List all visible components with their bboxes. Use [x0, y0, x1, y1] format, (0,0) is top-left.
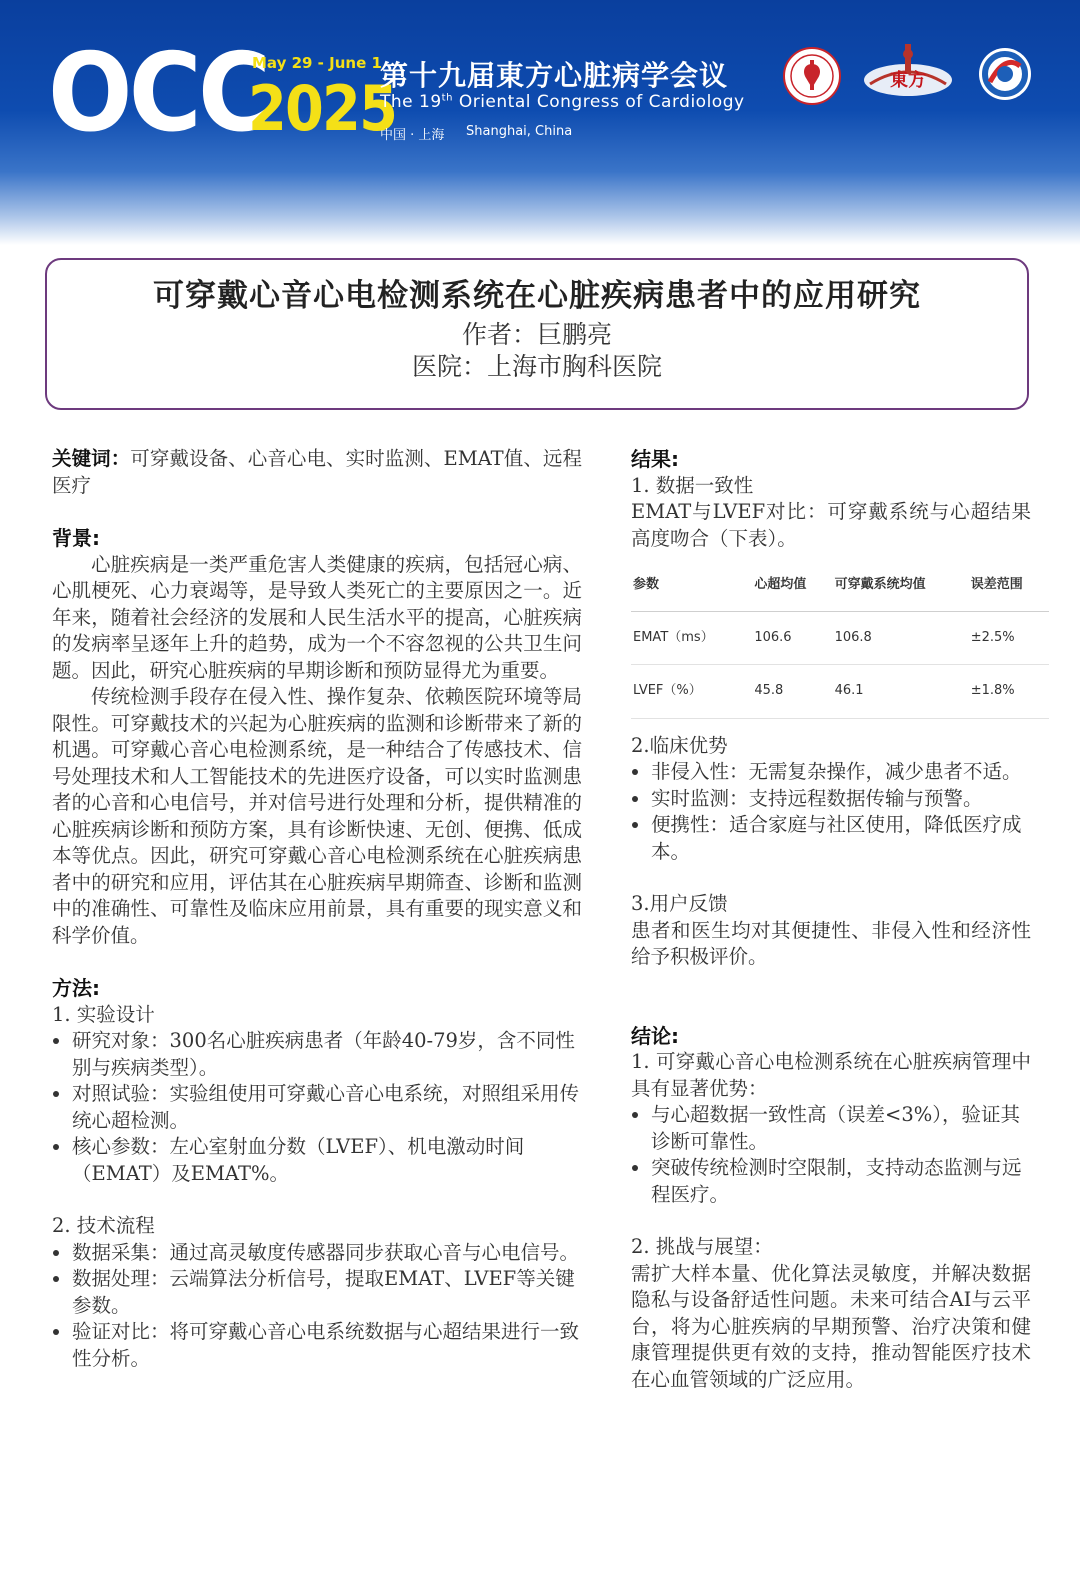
list-item: • 便携性：适合家庭与社区使用，降低医疗成本。 — [651, 812, 1031, 865]
table-cell: EMAT（ms） — [631, 611, 752, 665]
results-intro: EMAT与LVEF对比：可穿戴系统与心超结果高度吻合（下表）。 — [631, 500, 1031, 550]
keywords — [52, 446, 582, 499]
conference-dates: May 29 - June 1 — [252, 54, 382, 72]
table-header: 参数 — [631, 560, 752, 611]
results-subheading-consistency: 1. 数据一致性 — [631, 473, 754, 497]
conclusion-subheading-advantages: 1. 可穿戴心音心电检测系统在心脏疾病管理中具有显著优势： — [631, 1050, 1031, 1100]
table-cell: 106.6 — [752, 611, 832, 665]
list-item: • 核心参数：左心室射血分数（LVEF）、机电激动时间（EMAT）及EMAT%。 — [72, 1134, 582, 1187]
table-row — [631, 611, 1049, 665]
list-item: • 非侵入性：无需复杂操作，减少患者不适。 — [651, 759, 1031, 786]
list-item: • 实时监测：支持远程数据传输与预警。 — [651, 786, 1031, 813]
keywords-label: 关键词： — [52, 447, 131, 470]
results-table — [631, 560, 1049, 719]
table-cell: ±2.5% — [969, 611, 1049, 665]
list-item: • 与心超数据一致性高（误差<3%），验证其诊断可靠性。 — [651, 1102, 1031, 1155]
heart-ring-logo-icon — [976, 44, 1034, 104]
background-paragraph-2: 传统检测手段存在侵入性、操作复杂、依赖医院环境等局限性。可穿戴技术的兴起为心脏疾病的监测和诊断带来了新的机遇。可穿戴心音心电检测系统，是一种结合了传感技术、信号处理技术和人工智能技术的先进医疗设备，可以实时监测患者的心音和心电信号，并对信号进行处理和分析，提供精准的心脏疾病诊断和预防方案，具有诊断快速、无创、便携、低成本等优点。因此，研究可穿戴心音心电检测系统在心脏疾病患者中的研究和应用，评估其在心脏疾病早期筛查、诊断和监测中的准确性、可靠性及临床应用前景，具有重要的现实意义和科学价值。 — [52, 685, 582, 947]
background-heading: 背景: — [52, 526, 100, 550]
results-advantages-list — [631, 759, 1031, 865]
location-en: Shanghai, China — [466, 124, 573, 139]
methods-design-list — [52, 1028, 582, 1187]
location-cn: 中国 · 上海 — [380, 128, 445, 143]
table-row — [631, 665, 1049, 719]
table-cell: 106.8 — [833, 611, 969, 665]
conclusion-heading: 结论: — [631, 1023, 679, 1048]
table-cell: LVEF（%） — [631, 665, 752, 719]
conclusion-outlook: 需扩大样本量、优化算法灵敏度，并解决数据隐私与设备舒适性问题。未来可结合AI与云平台，将为心脏疾病的早期预警、治疗决策和健康管理提供更有效的支持，推动智能医疗技术在心血管领域的广泛应用。 — [631, 1261, 1031, 1391]
right-column — [631, 446, 1031, 1393]
society-emblem-icon — [782, 46, 842, 106]
hospital-line: 医院：上海市胸科医院 — [411, 352, 662, 381]
conference-year: 2025 — [248, 72, 397, 145]
methods-subheading-process: 2. 技术流程 — [52, 1214, 155, 1237]
conference-name-cn: 第十九届東方心脏病学会议 — [380, 59, 729, 92]
keywords-text: 可穿戴设备、心音心电、实时监测、EMAT值、远程医疗 — [52, 447, 582, 497]
conclusion-advantages-list — [631, 1102, 1031, 1208]
conclusion-subheading-outlook: 2. 挑战与展望： — [631, 1235, 773, 1258]
table-cell: 45.8 — [752, 665, 832, 719]
methods-process-list — [52, 1240, 582, 1373]
title-box — [45, 258, 1029, 410]
oriental-congress-logo-icon — [860, 40, 956, 104]
background-paragraph-1: 心脏疾病是一类严重危害人类健康的疾病，包括冠心病、心肌梗死、心力衰竭等，是导致人类死亡的主要原因之一。近年来，随着社会经济的发展和人民生活水平的提高，心脏疾病的发病率呈逐年上升的趋势，成为一个不容忽视的公共卫生问题。因此，研究心脏疾病的早期诊断和预防显得尤为重要。 — [52, 552, 582, 682]
poster-title: 可穿戴心音心电检测系统在心脏疾病患者中的应用研究 — [153, 278, 921, 314]
occ-logo-text: OCC — [48, 31, 268, 156]
table-header: 心超均值 — [752, 560, 832, 611]
conference-banner — [0, 0, 1080, 245]
table-cell: 46.1 — [833, 665, 969, 719]
list-item: • 数据采集：通过高灵敏度传感器同步获取心音与心电信号。 — [72, 1240, 582, 1267]
author-line: 作者：巨鹏亮 — [461, 320, 612, 349]
list-item: • 验证对比：将可穿戴心音心电系统数据与心超结果进行一致性分析。 — [72, 1319, 582, 1372]
results-subheading-advantages: 2.临床优势 — [631, 733, 728, 757]
left-column — [52, 446, 582, 1372]
list-item: • 数据处理：云端算法分析信号，提取EMAT、LVEF等关键参数。 — [72, 1266, 582, 1319]
methods-heading: 方法: — [52, 976, 100, 1000]
table-header-row — [631, 560, 1049, 611]
results-heading: 结果: — [631, 447, 679, 471]
conference-name-en: The 19th Oriental Congress of Cardiology — [380, 92, 745, 112]
table-cell: ±1.8% — [969, 665, 1049, 719]
table-header: 误差范围 — [969, 560, 1049, 611]
results-subheading-feedback: 3.用户反馈 — [631, 892, 728, 915]
results-feedback: 患者和医生均对其便捷性、非侵入性和经济性给予积极评价。 — [631, 918, 1031, 968]
oriental-logo-text: 東方 — [890, 70, 926, 91]
list-item: • 研究对象：300名心脏疾病患者（年龄40-79岁，含不同性别与疾病类型）。 — [72, 1028, 582, 1081]
list-item: • 突破传统检测时空限制，支持动态监测与远程医疗。 — [651, 1155, 1031, 1208]
methods-subheading-design: 1. 实验设计 — [52, 1002, 155, 1026]
table-header: 可穿戴系统均值 — [833, 560, 969, 611]
list-item: • 对照试验：实验组使用可穿戴心音心电系统，对照组采用传统心超检测。 — [72, 1081, 582, 1134]
